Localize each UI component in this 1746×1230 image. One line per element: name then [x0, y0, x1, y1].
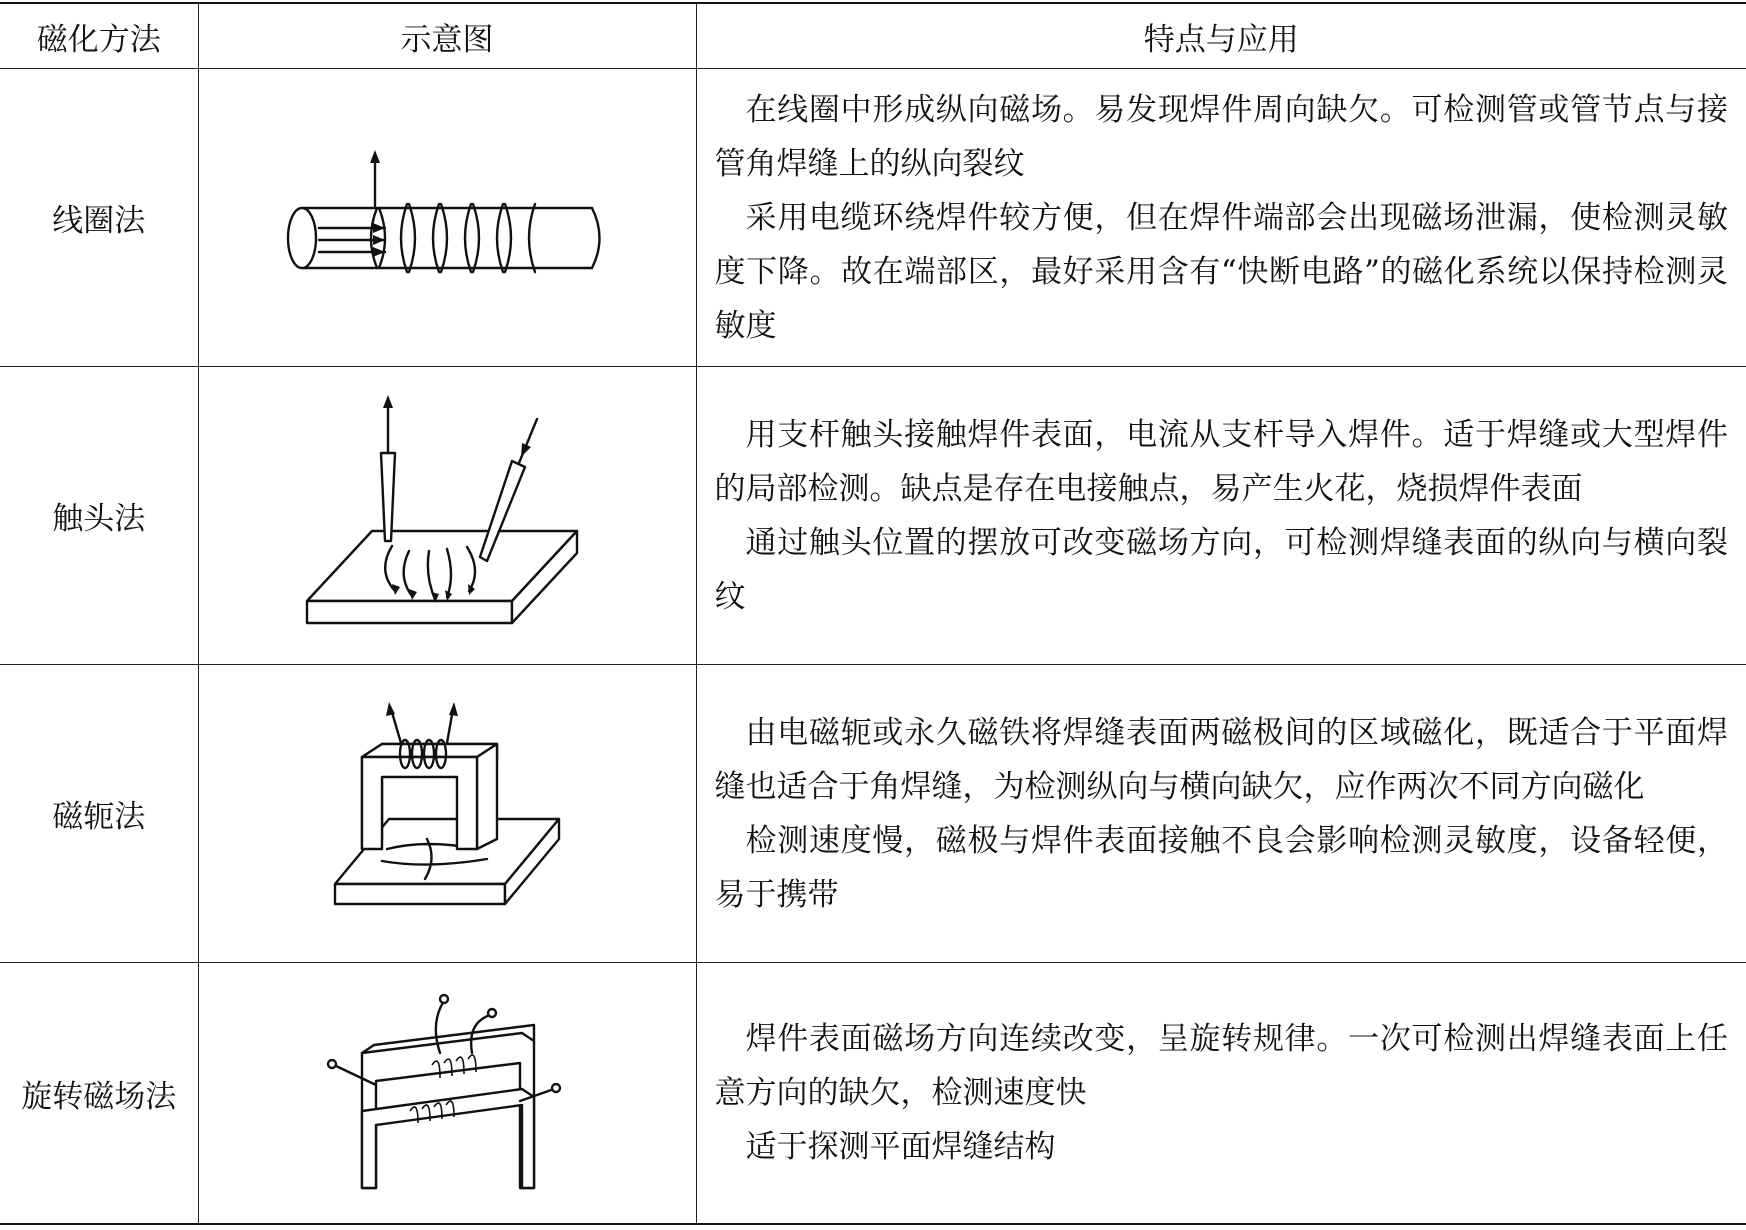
diagram-cell	[198, 367, 696, 665]
table-header-row	[0, 3, 1746, 69]
method-name: 磁轭法	[0, 665, 198, 963]
header-features: 特点与应用	[696, 3, 1746, 69]
table-row	[0, 963, 1746, 1225]
description-paragraph: 由电磁轭或永久磁铁将焊缝表面两磁极间的区域磁化，既适合于平面焊缝也适合于角焊缝，为检测纵向与横向缺欠，应作两次不同方向磁化	[714, 714, 1728, 805]
prod-contact-diagram-icon	[297, 391, 597, 641]
header-method: 磁化方法	[0, 3, 198, 69]
description-paragraph: 通过触头位置的摆放可改变磁场方向，可检测焊缝表面的纵向与横向裂纹	[714, 524, 1728, 615]
crossed-yoke-diagram-icon	[322, 993, 572, 1193]
description-paragraph: 用支杆触头接触焊件表面，电流从支杆导入焊件。适于焊缝或大型焊件的局部检测。缺点是存在电接触点，易产生火花，烧损焊件表面	[714, 416, 1728, 507]
method-name: 触头法	[0, 367, 198, 665]
description-paragraph: 检测速度慢，磁极与焊件表面接触不良会影响检测灵敏度，设备轻便，易于携带	[714, 822, 1728, 913]
diagram-cell	[198, 665, 696, 963]
table-row	[0, 367, 1746, 665]
coil-pipe-diagram-icon	[267, 148, 627, 288]
diagram-cell	[198, 69, 696, 367]
description-paragraph: 焊件表面磁场方向连续改变，呈旋转规律。一次可检测出焊缝表面上任意方向的缺欠，检测速度快	[714, 1021, 1728, 1111]
feature-description	[696, 69, 1746, 367]
description-paragraph: 采用电缆环绕焊件较方便，但在焊件端部会出现磁场泄漏，使检测灵敏度下降。故在端部区，最好采用含有“快断电路”的磁化系统以保持检测灵敏度	[714, 199, 1728, 344]
diagram-cell	[198, 963, 696, 1225]
feature-description	[696, 665, 1746, 963]
feature-description	[696, 963, 1746, 1225]
feature-description	[696, 367, 1746, 665]
method-name: 旋转磁场法	[0, 963, 198, 1225]
magnetization-methods-table	[0, 2, 1746, 1225]
description-paragraph: 在线圈中形成纵向磁场。易发现焊件周向缺欠。可检测管或管节点与接管角焊缝上的纵向裂纹	[714, 91, 1728, 182]
table-row	[0, 69, 1746, 367]
yoke-diagram-icon	[327, 699, 567, 929]
method-name: 线圈法	[0, 69, 198, 367]
table-row	[0, 665, 1746, 963]
header-diagram: 示意图	[198, 3, 696, 69]
description-paragraph: 适于探测平面焊缝结构	[745, 1129, 1056, 1165]
